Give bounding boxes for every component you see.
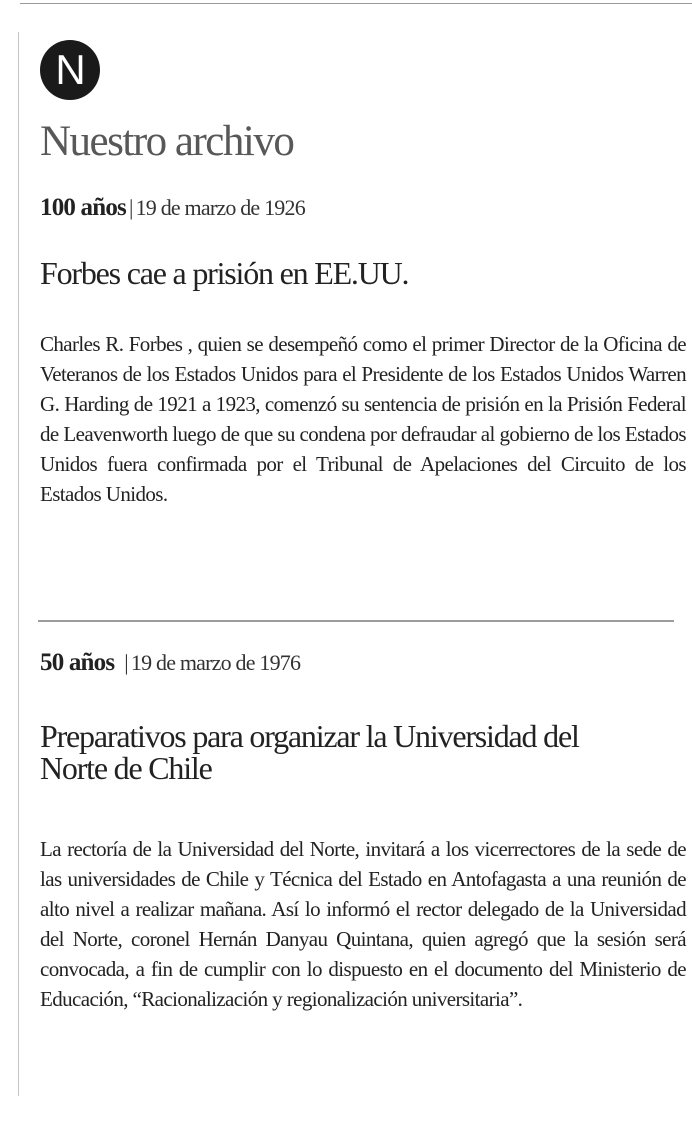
years-ago-label: 100 años bbox=[40, 194, 126, 221]
meta-separator: | bbox=[124, 650, 128, 675]
meta-separator: | bbox=[128, 195, 133, 220]
entry-headline: Preparativos para organizar la Universidad del Norte de Chile bbox=[40, 718, 579, 786]
entry-body: Charles R. Forbes , quien se desempeñó como el primer Director de la Oficina de Veteranos de los Estados Unidos para el Presidente de los Estados Unidos Warren G. Harding de 1921 a 1923, comenzó su sentencia de prisión en la Prisión Federal de Leavenworth luego de que su condena por defraudar al gobierno de los Estados Unidos fuera confirmada por el Tribunal de Apelaciones del Circuito de los Estados Unidos. bbox=[40, 332, 686, 506]
archive-entry-50-years bbox=[40, 648, 686, 1014]
archive-entry-100-years bbox=[40, 193, 686, 509]
entry-meta bbox=[40, 193, 686, 223]
top-rule bbox=[20, 3, 692, 4]
entry-body: La rectoría de la Universidad del Norte, invitará a los vicerrectores de la sede de las universidades de Chile y Técnica del Estado en Antofagasta a una reunión de alto nivel a realizar mañana. Así lo informó el rector delegado de la Universidad del Norte, coronel Hernán Danyau Quintana, quien agregó que la sesión será convocada, a fin de cumplir con lo dispuesto en el documento del Ministerio de Educación, “Racionalización y regionalización universitaria”. bbox=[40, 837, 686, 1011]
left-column-rule bbox=[18, 32, 19, 1096]
section-title: Nuestro archivo bbox=[40, 118, 294, 165]
newspaper-logo-icon: N bbox=[40, 40, 100, 100]
years-ago-label: 50 años bbox=[40, 649, 115, 676]
entry-date: 19 de marzo de 1976 bbox=[130, 650, 301, 675]
section-divider bbox=[38, 620, 674, 622]
entry-meta bbox=[40, 648, 686, 678]
entry-date: 19 de marzo de 1926 bbox=[135, 195, 305, 220]
entry-headline: Forbes cae a prisión en EE.UU. bbox=[40, 255, 409, 291]
